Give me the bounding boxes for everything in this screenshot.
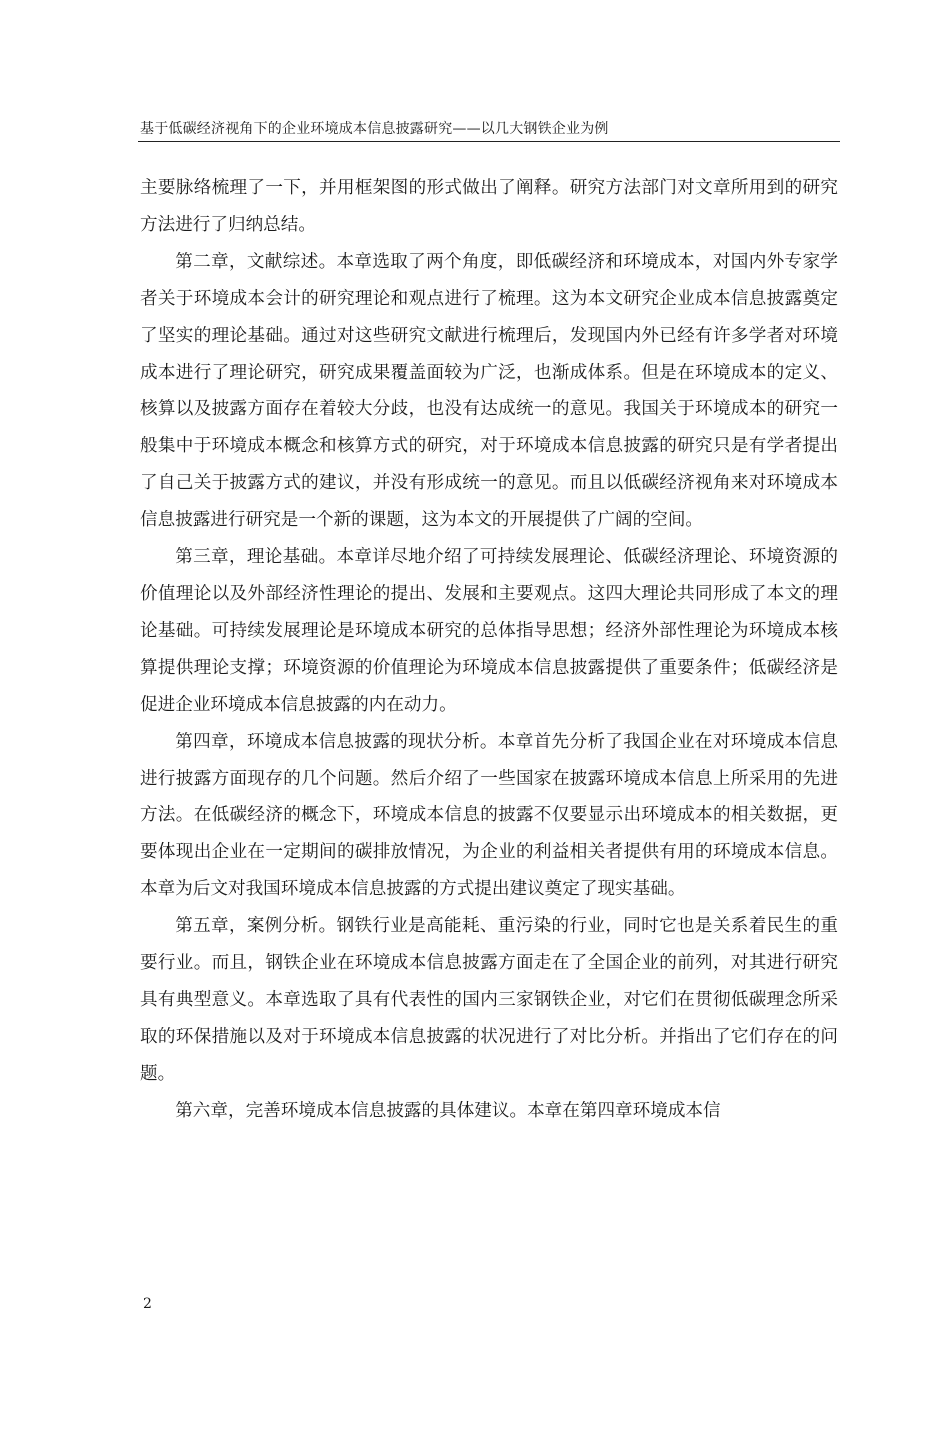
paragraph-chapter-6: 第六章，完善环境成本信息披露的具体建议。本章在第四章环境成本信 [175,1100,721,1121]
header-rule [138,141,840,142]
paragraph-chapter-3: 第三章，理论基础。本章详尽地介绍了可持续发展理论、低碳经济理论、环境资源的价值理论以及外部经济性理论的提出、发展和主要观点。这四大理论共同形成了本文的理论基础。可持续发展理论是环境成本研究的总体指导思想；经济外部性理论为环境成本核算提供理论支撑；环境资源的价值理论为环境成本信息披露提供了重要条件；低碳经济是促进企业环境成本信息披露的内在动力。 [140,547,838,715]
body-text [140,170,838,1130]
paragraph-chapter-4: 第四章，环境成本信息披露的现状分析。本章首先分析了我国企业在对环境成本信息进行披露方面现存的几个问题。然后介绍了一些国家在披露环境成本信息上所采用的先进方法。在低碳经济的概念下，环境成本信息的披露不仅要显示出环境成本的相关数据，更要体现出企业在一定期间的碳排放情况，为企业的利益相关者提供有用的环境成本信息。本章为后文对我国环境成本信息披露的方式提出建议奠定了现实基础。 [140,731,838,900]
paragraph-chapter-5: 第五章，案例分析。钢铁行业是高能耗、重污染的行业，同时它也是关系着民生的重要行业。而且，钢铁企业在环境成本信息披露方面走在了全国企业的前列，对其进行研究具有典型意义。本章选取了具有代表性的国内三家钢铁企业，对它们在贯彻低碳理念所采取的环保措施以及对于环境成本信息披露的状况进行了对比分析。并指出了它们存在的问题。 [140,916,838,1084]
paragraph-continuation: 主要脉络梳理了一下，并用框架图的形式做出了阐释。研究方法部门对文章所用到的研究方法进行了归纳总结。 [140,178,838,235]
running-header: 基于低碳经济视角下的企业环境成本信息披露研究——以几大钢铁企业为例 [140,121,609,137]
page-number: 2 [143,1296,152,1312]
paragraph-chapter-2: 第二章，文献综述。本章选取了两个角度，即低碳经济和环境成本，对国内外专家学者关于环境成本会计的研究理论和观点进行了梳理。这为本文研究企业成本信息披露奠定了坚实的理论基础。通过对这些研究文献进行梳理后，发现国内外已经有许多学者对环境成本进行了理论研究，研究成果覆盖面较为广泛，也渐成体系。但是在环境成本的定义、核算以及披露方面存在着较大分歧，也没有达成统一的意见。我国关于环境成本的研究一般集中于环境成本概念和核算方式的研究，对于环境成本信息披露的研究只是有学者提出了自己关于披露方式的建议，并没有形成统一的意见。而且以低碳经济视角来对环境成本信息披露进行研究是一个新的课题，这为本文的开展提供了广阔的空间。 [140,251,838,531]
